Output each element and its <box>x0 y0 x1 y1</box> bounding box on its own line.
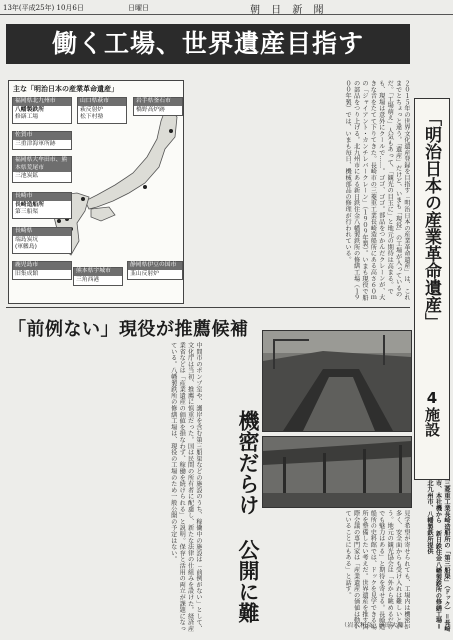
byline: （岩永利奈、前田大輔） <box>340 622 410 629</box>
article-secrecy: 見学希望が寄せられても、工場内は機密が多く、安全面からも受け入れは難しいという。地元の観光協会は「外から眺めるだけでも魅力はある」と期待を寄せる。長崎造船所の史料館では、ドックを見学できる場所を整備したい考えだ。世界遺産を推す国際会議の専門家は「産業遺産の価値は動いていることにもある」と話す。 <box>344 510 410 630</box>
heritage-map <box>8 80 184 304</box>
sub-headline: 「前例ない」現役が推薦候補 <box>8 319 249 340</box>
issue-weekday: 日曜日 <box>128 4 149 12</box>
factory-photo <box>262 436 412 508</box>
article-intro: ２０１５年の世界文化遺産登録を目指す「明治日本の産業革命遺産」は、これまでとちょっと違う。「遺産」だけど、いまも「現役」の工場が入っているのだ。「工場萌え」人気もあって、「観光の目玉に」と地元の期待は高まる。でも、現場は意外にクールで……。ゴゴ、ゴゴ。部品をつかんだクレーンが、大きな音をたてて下りてきた。長崎市の三菱重工業長崎造船所にある高さ６０ｍの「ジャイアント・カンチレバークレーン」（１９０９年製）。いまも現役で船の部品をつり上げる。北九州市にある新日鉄住金八幡製鉄所の修繕工場（１９００年製）では、いまも毎日、機械部品の修理が行われている。 <box>344 80 410 301</box>
region-omuta: 福岡県大牟田市、熊本県荒尾市 三池炭鉱 <box>12 156 72 183</box>
region-hashima: 長崎県 端島炭坑 (軍艦島) <box>12 227 72 254</box>
region-kagoshima: 鹿児島市 旧集成館 <box>12 261 72 280</box>
region-uki: 熊本県宇城市 三角西港 <box>73 267 123 286</box>
region-kamaishi: 岩手県釜石市 橋野高炉跡 <box>133 97 183 116</box>
section-divider <box>6 307 410 308</box>
caption-factory: 新日鉄住金八幡製鉄所の修繕工場＝北九州市、八幡製鉄所提供 <box>426 480 442 630</box>
side-title-count: 4施設 <box>423 389 441 437</box>
region-kitakyushu: 福岡県北九州市 八幡製鉄所 修繕工場 <box>12 97 72 124</box>
dock-photo <box>262 330 412 432</box>
region-izunokuni: 静岡県伊豆の国市 韮山反射炉 <box>127 261 183 280</box>
secrecy-headline: 機密だらけ 公開に難 <box>236 410 260 623</box>
region-saga: 佐賀市 三重津海軍所跡 <box>12 131 72 150</box>
main-headline: 働く工場、世界遺産目指す <box>6 24 410 64</box>
region-hagi: 山口県萩市 萩反射炉 松下村塾 <box>77 97 127 124</box>
article-precedent: 中間市のポンプ室や、護岸を含む第三船渠などの施設のうち、稼働中の施設は「前例がない」として、文化庁は当初、推薦に慎重だった。国は民間の所有者に配慮し、新たな法律の仕組みを設けた。経済産業省などは「産業遺産の価値を損なわず、稼働を続けられる」と説明。保存と活用の両立が課題になっている。八幡製鉄所の修繕工場は、現役の工場のため一般公開の予定はない。 <box>169 342 202 632</box>
region-nagasaki: 長崎市 長崎造船所 第三船渠 <box>12 192 72 219</box>
caption-dock: 三菱重工業長崎造船所の「第三船渠」（ドック）＝長崎市、本社機から <box>434 480 450 632</box>
photo-captions <box>416 480 450 635</box>
side-title-main: 「明治日本の産業革命遺産」 <box>421 109 441 330</box>
masthead <box>0 0 453 15</box>
issue-date: 13年(平成25年) 10月6日 <box>3 4 84 12</box>
paper-name: 朝 日 新 聞 <box>250 5 328 16</box>
map-title: 主な「明治日本の産業革命遺産」 <box>13 85 118 93</box>
side-title-box <box>414 98 450 480</box>
